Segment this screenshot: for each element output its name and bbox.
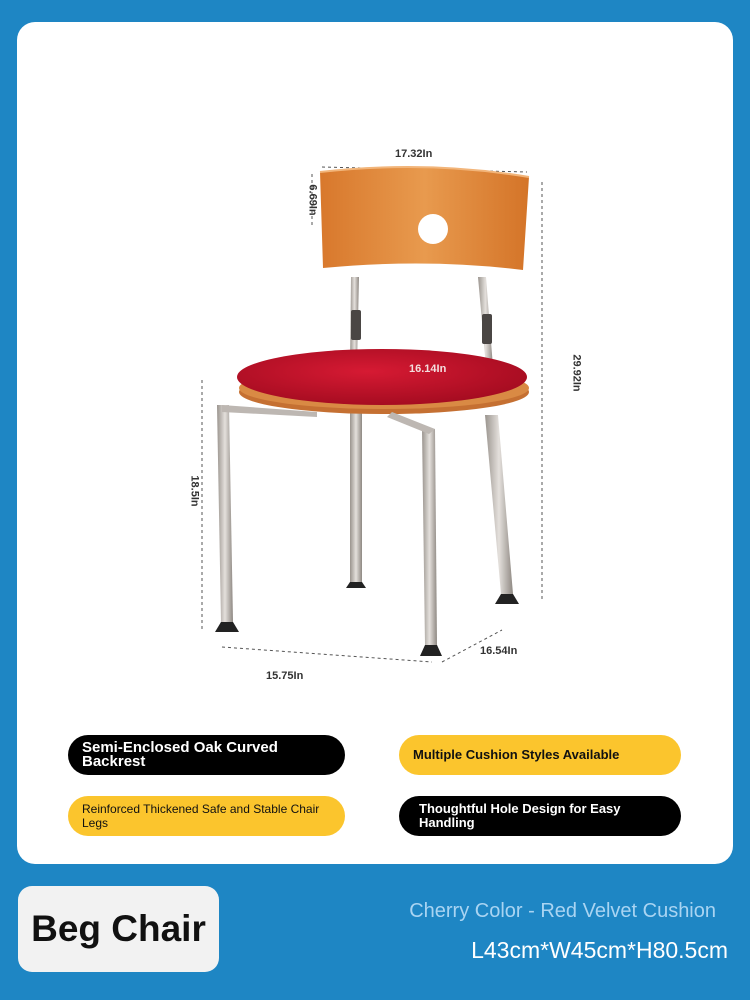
product-name-box [18, 886, 219, 972]
feature-label: Multiple Cushion Styles Available [413, 747, 620, 762]
width-dimension: 17.32In [395, 148, 433, 160]
product-name: Beg Chair [31, 908, 206, 949]
total-height-dimension: 29.92In [570, 354, 583, 392]
depth-dimension: 16.54In [480, 645, 518, 657]
feature-legs-pill [68, 796, 345, 836]
feature-label: Reinforced Thickened Safe and Stable Chair Legs [82, 802, 320, 830]
leg-span-dimension: 15.75In [266, 670, 304, 682]
feature-backrest-pill [68, 735, 345, 775]
product-size: L43cm*W45cm*H80.5cm [471, 937, 728, 963]
feature-label: Thoughtful Hole Design for Easy Handling [419, 801, 621, 830]
feature-label: Semi-Enclosed Oak Curved Backrest [82, 739, 278, 770]
feature-hole-pill [399, 796, 681, 836]
product-subtitle: Cherry Color - Red Velvet Cushion [409, 900, 716, 922]
backrest-height-dimension: 6.69In [306, 184, 319, 216]
feature-cushion-pill [399, 735, 681, 775]
seat-height-dimension: 18.5In [188, 475, 201, 507]
product-card [17, 22, 733, 864]
seat-diameter-dimension: 16.14In [409, 363, 447, 375]
chair-illustration [17, 22, 733, 722]
